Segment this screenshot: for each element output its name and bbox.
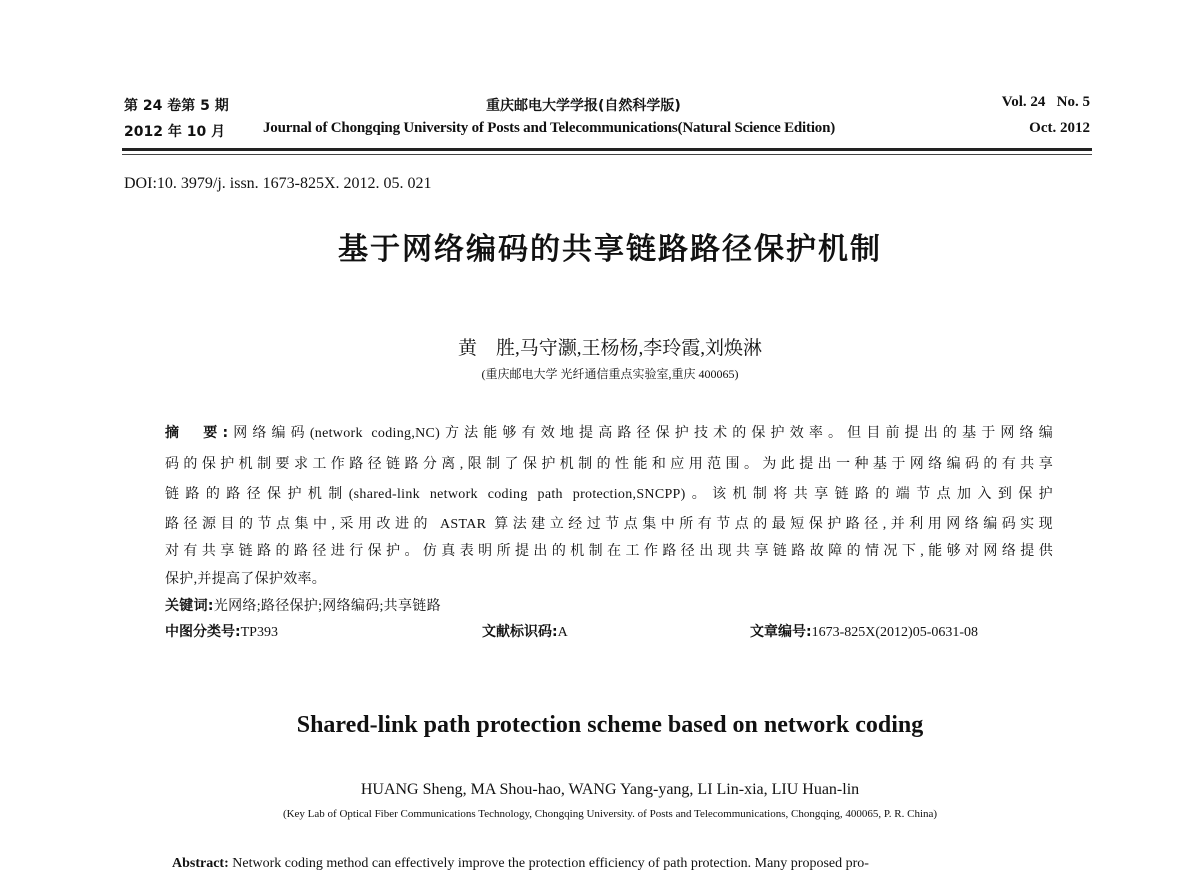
abstract-cn-line: 保护,并提高了保护效率。 [165, 572, 327, 587]
abstract-cn-label: 摘 要: [165, 425, 229, 441]
authors-cn: 黄 胜,马守灏,王杨杨,李玲霞,刘焕淋 [457, 338, 762, 359]
abstract-en-label: Abstract: [172, 856, 229, 871]
article-number: 文章编号:1673-825X(2012)05-0631-08 [750, 624, 979, 640]
authors-en: HUANG Sheng, MA Shou-hao, WANG Yang-yang, LI Lin-xia, LIU Huan-lin [360, 781, 860, 798]
abstract-en: Abstract: Network coding method can effectively improve the protection efficiency of path protection. Many proposed pro- [172, 856, 869, 871]
journal-en: Journal of Chongqing University of Posts and Telecommunications(Natural Science Edition) [263, 120, 836, 136]
date-en: Oct. 2012 [1029, 120, 1090, 136]
volume-en: Vol. 24 No. 5 [1001, 94, 1090, 110]
keywords-cn: 关键词:光网络;路径保护;网络编码;共享链路 [165, 598, 441, 614]
title-en: Shared-link path protection scheme based on network coding [296, 712, 924, 738]
header-rule [122, 148, 1092, 151]
issue-cn: 第 24 卷第 5 期 [124, 98, 229, 114]
affiliation-en: (Key Lab of Optical Fiber Communications Technology, Chongqing University. of Posts and Telecommunications, Chongqing, 400065, P. R. China) [282, 808, 938, 820]
classification-number: 中图分类号:TP393 [165, 624, 278, 640]
abstract-cn-line: 摘 要:网络编码(network coding,NC)方法能够有效地提高路径保护技术的保护效率。但目前提出的基于网络编 [165, 425, 1053, 441]
abstract-cn-line: 链路的路径保护机制(shared-link network coding path protection,SNCPP)。该机制将共享链路的端节点加入到保护 [165, 487, 1053, 502]
date-cn: 2012 年 10 月 [124, 124, 226, 140]
affiliation-cn: (重庆邮电大学 光纤通信重点实验室,重庆 400065) [481, 367, 739, 381]
abstract-cn-line: 对有共享链路的路径进行保护。仿真表明所提出的机制在工作路径出现共享链路故障的情况下,能够对网络提供 [165, 544, 1053, 559]
journal-cn: 重庆邮电大学学报(自然科学版) [486, 98, 681, 114]
abstract-cn-line: 路径源目的节点集中,采用改进的 ASTAR 算法建立经过节点集中所有节点的最短保护路径,并利用网络编码实现 [165, 517, 1053, 532]
abstract-cn-line: 码的保护机制要求工作路径链路分离,限制了保护机制的性能和应用范围。为此提出一种基于网络编码的有共享 [165, 457, 1053, 472]
doi: DOI:10. 3979/j. issn. 1673-825X. 2012. 05. 021 [124, 175, 432, 192]
title-cn: 基于网络编码的共享链路路径保护机制 [338, 232, 882, 267]
document-code: 文献标识码:A [482, 624, 568, 640]
header-rule-thin [122, 154, 1092, 155]
